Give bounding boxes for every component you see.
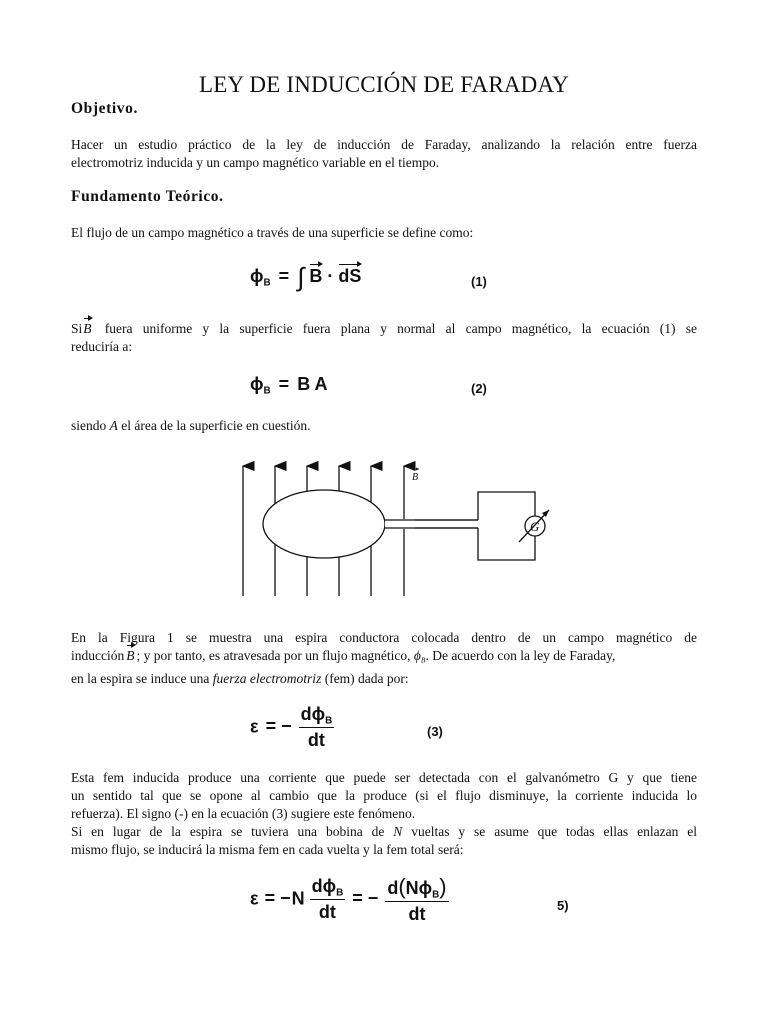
integral-sign: ∫ (297, 262, 305, 292)
figure-line-2-c: . De acuerdo con la ley de Faraday, (425, 648, 616, 663)
figure-line-2-b: ; y por tanto, es atravesada por un flujo magnético, (136, 648, 411, 663)
uniform-paragraph (71, 320, 697, 356)
fem-n-symbol: N (393, 824, 403, 839)
objective-line-1: Hacer un estudio práctico de la ley de inducción de Faraday, analizando la relación entre fuerza (71, 137, 697, 152)
figure-line-3-b: (fem) dada por: (324, 670, 409, 686)
fem-line-3: refuerza). El signo (-) en la ecuación (3) sugiere este fenómeno. (71, 806, 416, 821)
eq1-phi: ϕ (250, 266, 264, 286)
fem-line-1: Esta fem inducida produce una corriente que puede ser detectada con el galvanómetro G y que tiene (71, 770, 697, 785)
figure-phi-symbol: $\phi_B$ (413, 648, 426, 665)
figure-b-label: B (412, 472, 419, 483)
eq1-phi-sub: B (263, 277, 271, 289)
eq3-numerator: dϕ (300, 704, 326, 724)
eq5-numerator-2-d: d (387, 878, 399, 898)
uniform-line-2: reduciría a: (71, 339, 133, 354)
eq5-denominator-2: dt (408, 904, 426, 925)
objective-heading: Objetivo. (71, 100, 138, 117)
equation-1: $\phi_B$ = ∫ B · dS (250, 262, 362, 292)
eq3-epsilon: ε (250, 716, 259, 737)
flux-intro: El flujo de un campo magnético a través de una superficie se define como: (71, 225, 474, 240)
eq5-numerator-2-n: N (405, 878, 419, 898)
eq1-vector-b: B (309, 266, 323, 286)
eq2-rhs: B A (297, 374, 328, 394)
uniform-line-1 (71, 320, 697, 338)
objective-paragraph (71, 136, 697, 172)
eq5-numerator-1: dϕ (311, 876, 337, 896)
area-post: el área de la superficie en cuestión. (121, 418, 311, 433)
equation-5: ε = −N $\frac{d\phi_B}{dt}$ = − $\frac{d(N\phi_B)}{dt}$ (250, 874, 447, 925)
uniform-si: Si (71, 321, 83, 336)
figure-line-2-a: inducción (71, 648, 125, 663)
area-pre: siendo (71, 418, 107, 433)
fem-line-5: mismo flujo, se inducirá la misma fem en cada vuelta y la fem total será: (71, 842, 464, 857)
theory-heading: Fundamento Teórico. (71, 188, 224, 205)
equation-1-number: (1) (471, 274, 487, 289)
equation-5-number: 5) (557, 898, 569, 913)
fem-line-2: un sentido tal que se opone al cambio que la produce (si el flujo disminuye, la corriente inducida lo (71, 788, 697, 803)
equation-2: $\phi_B = B$ A (250, 374, 328, 397)
equation-3-number: (3) (427, 724, 443, 739)
figure-line-3-a: en la espira se induce una (71, 670, 210, 686)
equation-3: ε = − $\frac{d\phi_B}{dt}$ (250, 704, 333, 751)
eq2-phi: ϕ (250, 374, 264, 394)
eq1-vector-ds: dS (338, 266, 362, 286)
eq5-fraction-1: $\frac{d\phi_B}{dt}$ (311, 876, 344, 923)
conducting-loop (263, 490, 385, 558)
eq3-denominator: dt (307, 730, 325, 751)
figure-paragraph (71, 629, 697, 688)
equation-2-number: (2) (471, 381, 487, 396)
figure-line-3-em: fuerza electromotriz (212, 670, 322, 686)
fem-line-4-a: Si en lugar de la espira se tuviera una bobina de (71, 824, 385, 839)
figure-line-1: En la Figura 1 se muestra una espira conductora colocada dentro de un campo magnético de (71, 630, 697, 645)
figure-line-2 (71, 647, 697, 670)
area-symbol: A (109, 418, 118, 433)
figure-1-diagram (230, 458, 560, 598)
eq5-epsilon: ε (250, 888, 259, 909)
figure-vector-b: B (126, 648, 135, 663)
fem-line-4 (71, 823, 697, 841)
eq5-fraction-2: $\frac{d(N\phi_B)}{dt}$ (387, 874, 447, 925)
eq5-denominator-1: dt (318, 902, 336, 923)
eq3-fraction: $\frac{d\phi_B}{dt}$ (300, 704, 333, 751)
fem-paragraph (71, 769, 697, 859)
document-title: LEY DE INDUCCIÓN DE FARADAY (199, 72, 569, 97)
fem-line-4-b: vueltas y se asume que todas ellas enlazan el (411, 824, 697, 839)
objective-line-2: electromotriz inducida y un campo magnético variable en el tiempo. (71, 155, 440, 170)
uniform-vector-b: B (83, 321, 92, 336)
eq2-phi-sub: B (263, 385, 271, 397)
figure-line-3 (71, 670, 697, 688)
uniform-line-1-rest: fuera uniforme y la superficie fuera plana y normal al campo magnético, la ecuación (1) se (104, 321, 698, 336)
area-paragraph (71, 417, 697, 435)
eq5-n: N (291, 888, 305, 909)
galvanometer-label: G (530, 519, 540, 534)
